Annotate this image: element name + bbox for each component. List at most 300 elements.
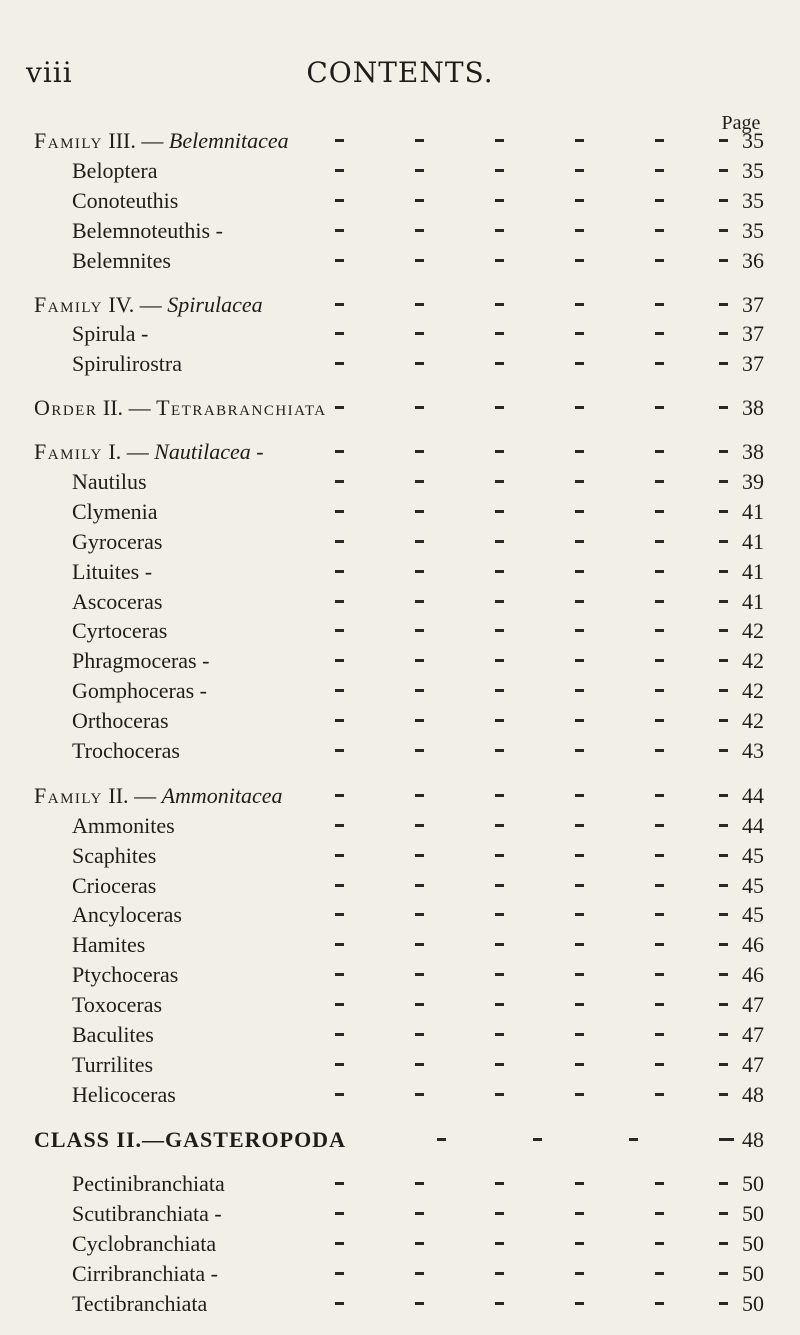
toc-entry-label [34, 782, 283, 810]
toc-entry-label: Helicoceras [72, 1082, 176, 1107]
toc-entry-label: Pectinibranchiata [72, 1171, 225, 1196]
leader-dash [655, 1093, 664, 1096]
leader-dash [575, 824, 584, 827]
leader-dash [719, 719, 728, 722]
dot-leader [335, 737, 730, 765]
toc-entry [0, 1051, 800, 1079]
leader-dash [495, 1302, 504, 1305]
leader-dash [719, 199, 728, 202]
leader-dash [495, 1003, 504, 1006]
leader-dash [629, 1138, 638, 1141]
page-ref: 48 [742, 1082, 764, 1107]
toc-entry-label: Cyclobranchiata [72, 1231, 217, 1256]
page-ref: 42 [742, 618, 764, 643]
leader-dash [415, 884, 424, 887]
leader-dash [575, 332, 584, 335]
leader-dash [495, 450, 504, 453]
toc-entry-label: Orthoceras [72, 708, 169, 733]
toc-entry-label: Clymenia [72, 499, 158, 524]
toc-entry-label: Conoteuthis [72, 188, 179, 213]
leader-dash [415, 719, 424, 722]
leader-dash [719, 600, 728, 603]
leader-dash [655, 600, 664, 603]
toc-entry [0, 291, 800, 319]
dot-leader [335, 1126, 730, 1154]
page-ref: 50 [742, 1231, 764, 1256]
dot-leader [335, 320, 730, 348]
leader-dash [719, 973, 728, 976]
separator: — [128, 783, 162, 808]
dot-leader [335, 528, 730, 556]
leader-dash [495, 303, 504, 306]
leader-dash [575, 406, 584, 409]
leader-dash [415, 689, 424, 692]
toc-entry-label: Baculites [72, 1022, 154, 1047]
leader-dash [495, 600, 504, 603]
dot-leader [335, 350, 730, 378]
leader-dash [719, 450, 728, 453]
leader-dash [655, 1302, 664, 1305]
leader-dash [719, 1302, 728, 1305]
toc-entry-label: Beloptera [72, 158, 158, 183]
leader-dash [495, 480, 504, 483]
leader-dash [575, 913, 584, 916]
page-ref: 41 [742, 559, 764, 584]
leader-dash [335, 719, 344, 722]
toc-entry [0, 187, 800, 215]
leader-dash [495, 1242, 504, 1245]
toc-entry-label: Ancyloceras [72, 902, 182, 927]
page-ref: 35 [742, 188, 764, 213]
leader-dash [415, 1003, 424, 1006]
toc-entry-label [34, 291, 263, 319]
leader-dash [655, 259, 664, 262]
leader-dash [335, 973, 344, 976]
leader-dash [655, 1182, 664, 1185]
toc-entry [0, 991, 800, 1019]
leader-dash [575, 1302, 584, 1305]
leader-dash [575, 199, 584, 202]
page-ref: 44 [742, 813, 764, 838]
leader-dash [655, 629, 664, 632]
toc-entry [0, 438, 800, 466]
leader-dash [495, 659, 504, 662]
dot-leader [335, 677, 730, 705]
leader-dash [335, 659, 344, 662]
separator: — [123, 395, 157, 420]
leader-dash [655, 884, 664, 887]
leader-dash [415, 600, 424, 603]
leader-dash [655, 229, 664, 232]
page-ref: 48 [742, 1127, 764, 1152]
toc-entry [0, 872, 800, 900]
leader-dash [655, 1242, 664, 1245]
leader-dash [335, 1063, 344, 1066]
leader-dash [655, 199, 664, 202]
leader-dash [655, 303, 664, 306]
leader-dash [495, 1272, 504, 1275]
leader-dash [719, 1272, 728, 1275]
leader-dash [415, 229, 424, 232]
leader-dash [495, 913, 504, 916]
leader-dash [719, 1212, 728, 1215]
leader-dash [415, 570, 424, 573]
leader-dash [335, 406, 344, 409]
page-ref: 45 [742, 902, 764, 927]
dot-leader [335, 1081, 730, 1109]
dot-leader [335, 1021, 730, 1049]
leader-dash [719, 884, 728, 887]
toc-entry-label: Ptychoceras [72, 962, 179, 987]
leader-dash [655, 480, 664, 483]
leader-dash [575, 139, 584, 142]
leader-dash [495, 510, 504, 513]
leader-dash [495, 199, 504, 202]
leader-dash [415, 1302, 424, 1305]
page-ref: 50 [742, 1261, 764, 1286]
leader-dash [719, 139, 728, 142]
leader-dash [335, 913, 344, 916]
leader-dash [719, 570, 728, 573]
leader-dash [335, 259, 344, 262]
rank-label: Family [34, 439, 103, 464]
leader-dash [719, 629, 728, 632]
leader-dash [335, 1212, 344, 1215]
toc-entry-label: Phragmoceras - [72, 648, 210, 673]
page-ref: 35 [742, 158, 764, 183]
leader-dash [415, 332, 424, 335]
leader-dash [415, 259, 424, 262]
leader-dash [719, 659, 728, 662]
dot-leader [335, 991, 730, 1019]
leader-dash [335, 629, 344, 632]
leader-dash [335, 229, 344, 232]
leader-dash [495, 169, 504, 172]
leader-dash [575, 450, 584, 453]
leader-dash [415, 303, 424, 306]
leader-dash [575, 1182, 584, 1185]
toc-entry-label: Scaphites [72, 843, 157, 868]
leader-dash [655, 362, 664, 365]
leader-dash [415, 794, 424, 797]
leader-dash [415, 1093, 424, 1096]
leader-dash [335, 600, 344, 603]
page-ref: 38 [742, 395, 764, 420]
leader-dash [335, 689, 344, 692]
toc-entry [0, 498, 800, 526]
group-name: Tetrabranchiata [156, 395, 327, 420]
leader-dash [575, 749, 584, 752]
leader-dash [335, 1182, 344, 1185]
leader-dash [495, 570, 504, 573]
toc-entry-label: Trochoceras [72, 738, 180, 763]
leader-dash [335, 943, 344, 946]
leader-dash [655, 749, 664, 752]
toc-entry-label: Toxoceras [72, 992, 163, 1017]
leader-dash [655, 689, 664, 692]
roman-numeral: II. [102, 395, 124, 420]
separator: — [134, 292, 168, 317]
toc-entry [0, 812, 800, 840]
leader-dash [415, 406, 424, 409]
dot-leader [335, 217, 730, 245]
separator: — [121, 439, 155, 464]
leader-dash [335, 199, 344, 202]
leader-dash [495, 973, 504, 976]
leader-dash [415, 510, 424, 513]
toc-entry-label: Spirulirostra [72, 351, 182, 376]
leader-dash [719, 854, 728, 857]
leader-dash [335, 169, 344, 172]
page-number: viii [26, 56, 73, 89]
leader-dash [415, 659, 424, 662]
toc-entry-label: Lituites - [72, 559, 153, 584]
dot-leader [335, 961, 730, 989]
toc-entry-label [34, 394, 327, 422]
leader-dash [415, 824, 424, 827]
toc-entry [0, 617, 800, 645]
leader-dash [655, 570, 664, 573]
toc-entry-label: Ascoceras [72, 589, 163, 614]
toc-entry [0, 647, 800, 675]
dot-leader [335, 812, 730, 840]
toc-entry [0, 468, 800, 496]
page-column-label: Page [721, 112, 761, 134]
page-ref: 50 [742, 1171, 764, 1196]
rank-label: Family [34, 292, 103, 317]
separator: — [135, 128, 169, 153]
toc-entry-label [34, 438, 264, 466]
leader-dash [495, 824, 504, 827]
leader-dash [655, 450, 664, 453]
leader-dash [719, 913, 728, 916]
leader-dash [655, 540, 664, 543]
leader-dash [575, 854, 584, 857]
page-ref: 50 [742, 1291, 764, 1316]
toc-entry-label: Belemnites [72, 248, 171, 273]
dot-leader [335, 617, 730, 645]
page-ref: 45 [742, 843, 764, 868]
leader-dash [575, 884, 584, 887]
page-ref: 39 [742, 469, 764, 494]
toc-entry-label: Crioceras [72, 873, 157, 898]
page-ref: 41 [742, 589, 764, 614]
leader-dash [719, 332, 728, 335]
page-ref: 42 [742, 708, 764, 733]
toc-entry [0, 931, 800, 959]
leader-dash [415, 1033, 424, 1036]
leader-dash [415, 913, 424, 916]
leader-dash [719, 510, 728, 513]
leader-dash [575, 794, 584, 797]
leader-dash [335, 1302, 344, 1305]
page-ref: 37 [742, 351, 764, 376]
leader-dash [495, 943, 504, 946]
leader-dash [655, 332, 664, 335]
dot-leader [335, 468, 730, 496]
leader-dash [719, 1033, 728, 1036]
leader-dash [655, 1003, 664, 1006]
leader-dash [719, 1063, 728, 1066]
leader-dash [415, 973, 424, 976]
page-ref: 37 [742, 292, 764, 317]
leader-dash [415, 854, 424, 857]
toc-entry [0, 782, 800, 810]
leader-dash [719, 540, 728, 543]
leader-dash [495, 884, 504, 887]
leader-dash [415, 1272, 424, 1275]
leader-dash [655, 139, 664, 142]
toc-entry [0, 1200, 800, 1228]
leader-dash [655, 1272, 664, 1275]
leader-dash [335, 794, 344, 797]
dot-leader [335, 157, 730, 185]
leader-dash [335, 303, 344, 306]
leader-dash [719, 794, 728, 797]
page-ref: 37 [742, 321, 764, 346]
leader-dash [335, 1033, 344, 1036]
rank-label: Family [34, 128, 103, 153]
rank-label: Order [34, 395, 98, 420]
toc-entry-label: Ammonites [72, 813, 175, 838]
leader-dash [335, 480, 344, 483]
leader-dash [495, 1212, 504, 1215]
toc-entry [0, 737, 800, 765]
roman-numeral: III. [108, 128, 136, 153]
toc-entry [0, 528, 800, 556]
toc-entry-label: Cirribranchiata - [72, 1261, 218, 1286]
leader-dash [575, 510, 584, 513]
leader-dash [335, 854, 344, 857]
leader-dash [415, 199, 424, 202]
toc-entry [0, 350, 800, 378]
toc-entry [0, 127, 800, 155]
leader-dash [575, 229, 584, 232]
leader-dash [655, 510, 664, 513]
page-ref: 47 [742, 1052, 764, 1077]
leader-dash [575, 1003, 584, 1006]
leader-dash [575, 570, 584, 573]
page-title: CONTENTS. [306, 56, 494, 89]
leader-dash [719, 303, 728, 306]
toc-entry [0, 1081, 800, 1109]
leader-dash [575, 1063, 584, 1066]
leader-dash [415, 749, 424, 752]
toc-entry [0, 1230, 800, 1258]
toc-entry [0, 320, 800, 348]
leader-dash [655, 824, 664, 827]
toc-entry [0, 588, 800, 616]
page-ref: 42 [742, 678, 764, 703]
toc-entry-label: Spirula - [72, 321, 149, 346]
toc-entry [0, 677, 800, 705]
leader-dash [655, 913, 664, 916]
leader-dash [335, 540, 344, 543]
toc-entry [0, 707, 800, 735]
leader-dash [575, 362, 584, 365]
group-name: Nautilacea - [154, 439, 264, 464]
leader-dash [335, 139, 344, 142]
leader-dash [495, 1093, 504, 1096]
leader-dash [437, 1138, 446, 1141]
leader-dash [655, 659, 664, 662]
leader-dash [575, 1093, 584, 1096]
page-ref: 41 [742, 529, 764, 554]
leader-dash [575, 600, 584, 603]
page-header [0, 56, 800, 96]
leader-dash [495, 229, 504, 232]
dot-leader [335, 901, 730, 929]
leader-dash [415, 139, 424, 142]
page-ref: 47 [742, 1022, 764, 1047]
group-name: Ammonitacea [161, 783, 283, 808]
dot-leader [335, 1230, 730, 1258]
leader-dash [655, 1033, 664, 1036]
leader-dash [495, 1033, 504, 1036]
dot-leader [335, 842, 730, 870]
dot-leader [335, 707, 730, 735]
leader-dash [575, 943, 584, 946]
leader-dash [415, 943, 424, 946]
leader-dash [335, 1272, 344, 1275]
leader-dash [719, 169, 728, 172]
leader-dash [719, 1182, 728, 1185]
page-ref: 38 [742, 439, 764, 464]
dot-leader [335, 782, 730, 810]
leader-dash [495, 406, 504, 409]
toc-entry [0, 558, 800, 586]
leader-dash [655, 719, 664, 722]
dot-leader [335, 291, 730, 319]
leader-dash [719, 1093, 728, 1096]
toc-entry [0, 842, 800, 870]
leader-dash [415, 450, 424, 453]
toc-entry [0, 1021, 800, 1049]
toc-entry-label: CLASS II.—GASTEROPODA [34, 1127, 346, 1152]
toc-entry-label: Gyroceras [72, 529, 163, 554]
leader-dash [415, 629, 424, 632]
toc-entry [0, 1170, 800, 1198]
leader-dash [655, 943, 664, 946]
leader-dash [495, 629, 504, 632]
dot-leader [335, 872, 730, 900]
page-ref: 45 [742, 873, 764, 898]
dot-leader [335, 647, 730, 675]
leader-dash [655, 854, 664, 857]
leader-dash [719, 824, 728, 827]
leader-dash [575, 629, 584, 632]
group-name: Spirulacea [167, 292, 263, 317]
leader-dash [719, 943, 728, 946]
leader-dash [719, 1138, 728, 1141]
dot-leader [335, 394, 730, 422]
leader-dash [495, 689, 504, 692]
toc-entry-label: Tectibranchiata [72, 1291, 208, 1316]
leader-dash [575, 1033, 584, 1036]
leader-dash [655, 169, 664, 172]
leader-dash [719, 1003, 728, 1006]
dot-leader [335, 247, 730, 275]
leader-dash [575, 540, 584, 543]
toc-entry-label: Scutibranchiata - [72, 1201, 222, 1226]
toc-entry-label: Cyrtoceras [72, 618, 168, 643]
roman-numeral: I. [108, 439, 122, 464]
leader-dash [335, 1093, 344, 1096]
toc-entry-label: Hamites [72, 932, 146, 957]
page-ref: 35 [742, 128, 764, 153]
dot-leader [335, 127, 730, 155]
leader-dash [655, 794, 664, 797]
